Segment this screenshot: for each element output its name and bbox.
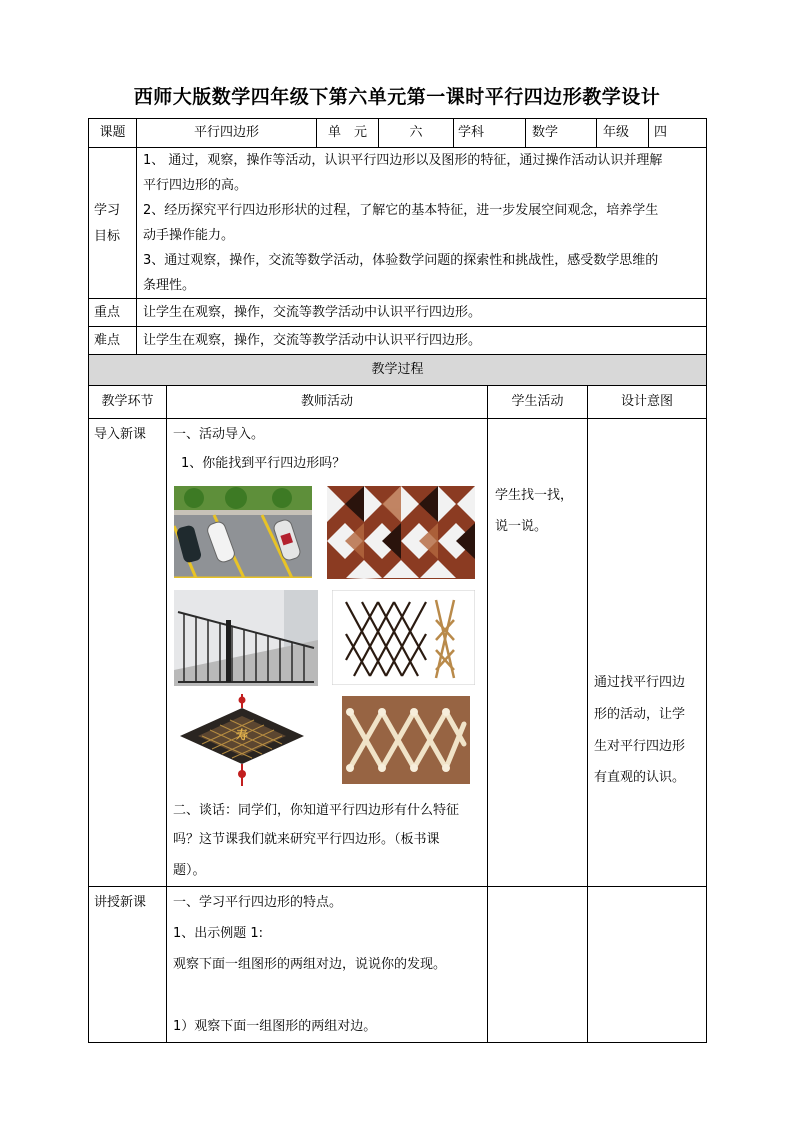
intro-student-line: 说一说。 [495, 519, 548, 534]
intro-teacher-line: 1、你能找到平行四边形吗？ [181, 456, 346, 471]
intro-teacher-line: 题）。 [173, 863, 206, 878]
key-point-label: 重点 [94, 305, 121, 320]
intro-teacher-line: 二、谈话：同学们，你知道平行四边形有什么特征 [173, 803, 460, 818]
parquet-floor-image [327, 486, 475, 579]
goals-line: 动手操作能力。 [143, 228, 235, 243]
intro-student-line: 学生找一找， [495, 488, 574, 503]
new-teacher-line: 1）观察下面一组图形的两组对边。 [173, 1019, 377, 1034]
intro-intent-line: 生对平行四边形 [594, 739, 686, 754]
subject-value: 数学 [532, 125, 559, 140]
column-header-intent: 设计意图 [620, 394, 673, 409]
process-title: 教学过程 [371, 362, 424, 377]
intro-teacher-line: 一、活动导入。 [173, 427, 265, 442]
column-header-stage: 教学环节 [101, 394, 154, 409]
intro-stage: 导入新课 [94, 427, 147, 442]
goals-label-2: 目标 [94, 229, 121, 244]
intro-intent-line: 形的活动，让学 [594, 707, 686, 722]
tray-seal-text: 寿 [235, 728, 248, 742]
page-title: 西师大版数学四年级下第六单元第一课时平行四边形教学设计 [133, 86, 661, 108]
column-header-teacher: 教师活动 [300, 394, 353, 409]
intro-intent-line: 有直观的认识。 [594, 770, 686, 785]
new-teacher-line: 观察下面一组图形的两组对边，说说你的发现。 [173, 957, 447, 972]
wooden-rack-image [342, 696, 470, 784]
decorative-tray-image [174, 694, 310, 786]
goals-line: 平行四边形的高。 [143, 178, 248, 193]
subject-label: 学科 [458, 125, 485, 140]
new-stage: 讲授新课 [94, 895, 147, 910]
intro-intent-line: 通过找平行四边 [594, 675, 686, 690]
topic-label: 课题 [99, 125, 126, 140]
column-header-student: 学生活动 [511, 394, 564, 409]
goals-line: 1、 通过，观察，操作等活动，认识平行四边形以及图形的特征，通过操作活动认识并理解 [143, 153, 663, 168]
stair-railing-image [174, 590, 318, 686]
topic-value: 平行四边形 [193, 125, 259, 140]
goals-line: 2、经历探究平行四边形形状的过程，了解它的基本特征，进一步发展空间观念，培养学生 [143, 203, 659, 218]
key-point-text: 让学生在观察，操作，交流等教学活动中认识平行四边形。 [143, 305, 482, 320]
grade-value: 四 [654, 125, 668, 140]
intro-teacher-line: 吗？这节课我们就来研究平行四边形。（板书课 [173, 832, 440, 847]
unit-value: 六 [409, 125, 423, 140]
difficulty-label: 难点 [94, 333, 121, 348]
new-teacher-line: 一、学习平行四边形的特点。 [173, 895, 343, 910]
goals-line: 3、通过观察，操作，交流等数学活动，体验数学问题的探索性和挑战性，感受数学思维的 [143, 253, 659, 268]
grade-label: 年级 [603, 125, 630, 140]
new-teacher-line: 1、出示例题 1: [173, 926, 264, 941]
difficulty-text: 让学生在观察，操作，交流等教学活动中认识平行四边形。 [143, 333, 482, 348]
goals-line: 条理性。 [143, 278, 196, 293]
parking-lot-image [174, 486, 312, 578]
unit-label: 单 元 [327, 125, 367, 140]
lattice-fence-image [332, 590, 475, 685]
goals-label-1: 学习 [94, 203, 121, 218]
